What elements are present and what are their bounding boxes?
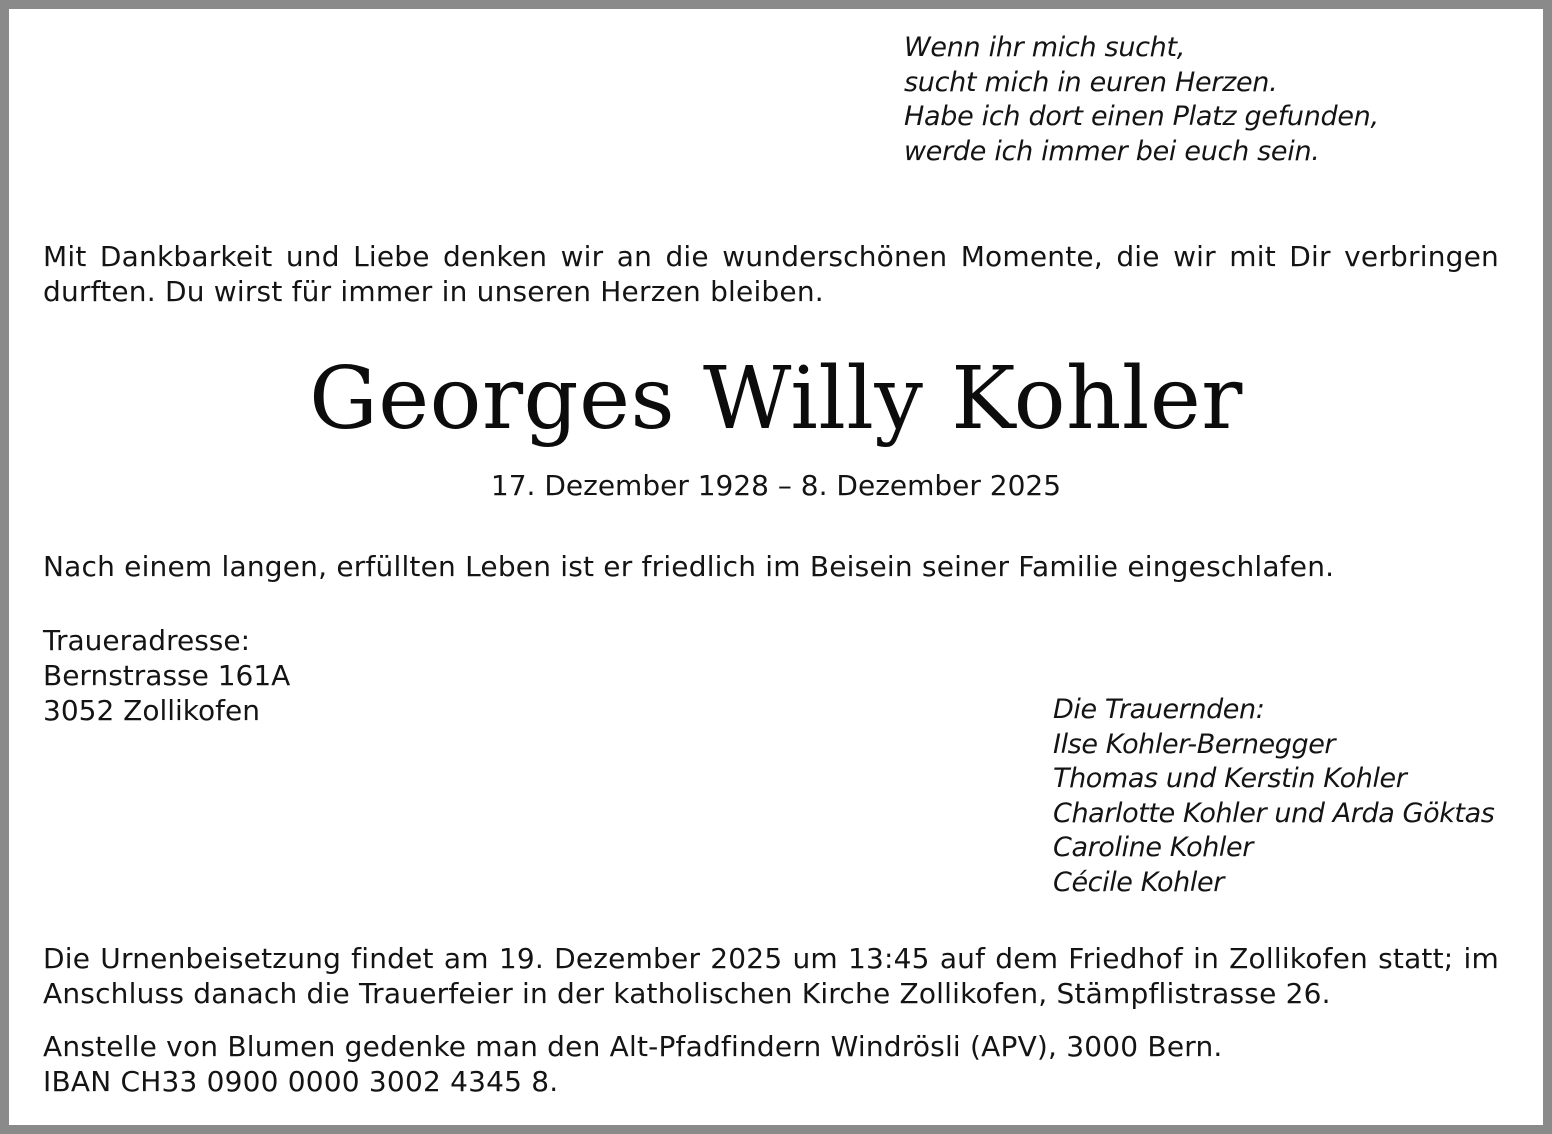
donation-paragraph xyxy=(43,1029,1499,1099)
mourners-heading: Die Trauernden: xyxy=(1053,694,1265,725)
address-heading: Traueradresse: xyxy=(43,624,251,657)
iban-line: IBAN CH33 0900 0000 3002 4345 8. xyxy=(43,1065,559,1098)
mourner-name: Ilse Kohler-Bernegger xyxy=(1053,728,1336,760)
poem-line: Wenn ihr mich sucht, xyxy=(904,32,1186,63)
ceremony-paragraph: Die Urnenbeisetzung findet am 19. Dezember 2025 um 13:45 auf dem Friedhof in Zollikofen statt; im Anschluss danach die Trauerfeier in der katholischen Kirche Zollikofen, Stämpflistrasse 26. xyxy=(43,942,1499,1010)
mourning-address xyxy=(43,623,290,728)
address-street: Bernstrasse 161A xyxy=(43,659,291,692)
life-dates: 17. Dezember 1928 – 8. Dezember 2025 xyxy=(490,469,1062,502)
poem-line: werde ich immer bei euch sein. xyxy=(904,135,1320,167)
mourner-name: Thomas und Kerstin Kohler xyxy=(1053,763,1407,794)
mourner-name: Caroline Kohler xyxy=(1053,832,1253,863)
mourner-name: Charlotte Kohler und Arda Göktas xyxy=(1053,797,1495,829)
poem-line: sucht mich in euren Herzen. xyxy=(904,66,1278,98)
mourners-list xyxy=(1053,693,1494,900)
passing-paragraph: Nach einem langen, erfüllten Leben ist er friedlich im Beisein seiner Familie eingeschlafen. xyxy=(43,550,1335,583)
poem-line: Habe ich dort einen Platz gefunden, xyxy=(904,101,1379,132)
deceased-name: Georges Willy Kohler xyxy=(309,349,1243,449)
donation-line: Anstelle von Blumen gedenke man den Alt-Pfadfindern Windrösli (APV), 3000 Bern. xyxy=(43,1030,1223,1063)
address-city: 3052 Zollikofen xyxy=(43,694,260,727)
intro-paragraph: Mit Dankbarkeit und Liebe denken wir an die wunderschönen Momente, die wir mit Dir verbringen durften. Du wirst für immer in unseren Herzen bleiben. xyxy=(43,240,1499,308)
obituary-notice xyxy=(9,9,1543,1125)
mourner-name: Cécile Kohler xyxy=(1053,866,1224,898)
memorial-poem xyxy=(904,31,1379,169)
